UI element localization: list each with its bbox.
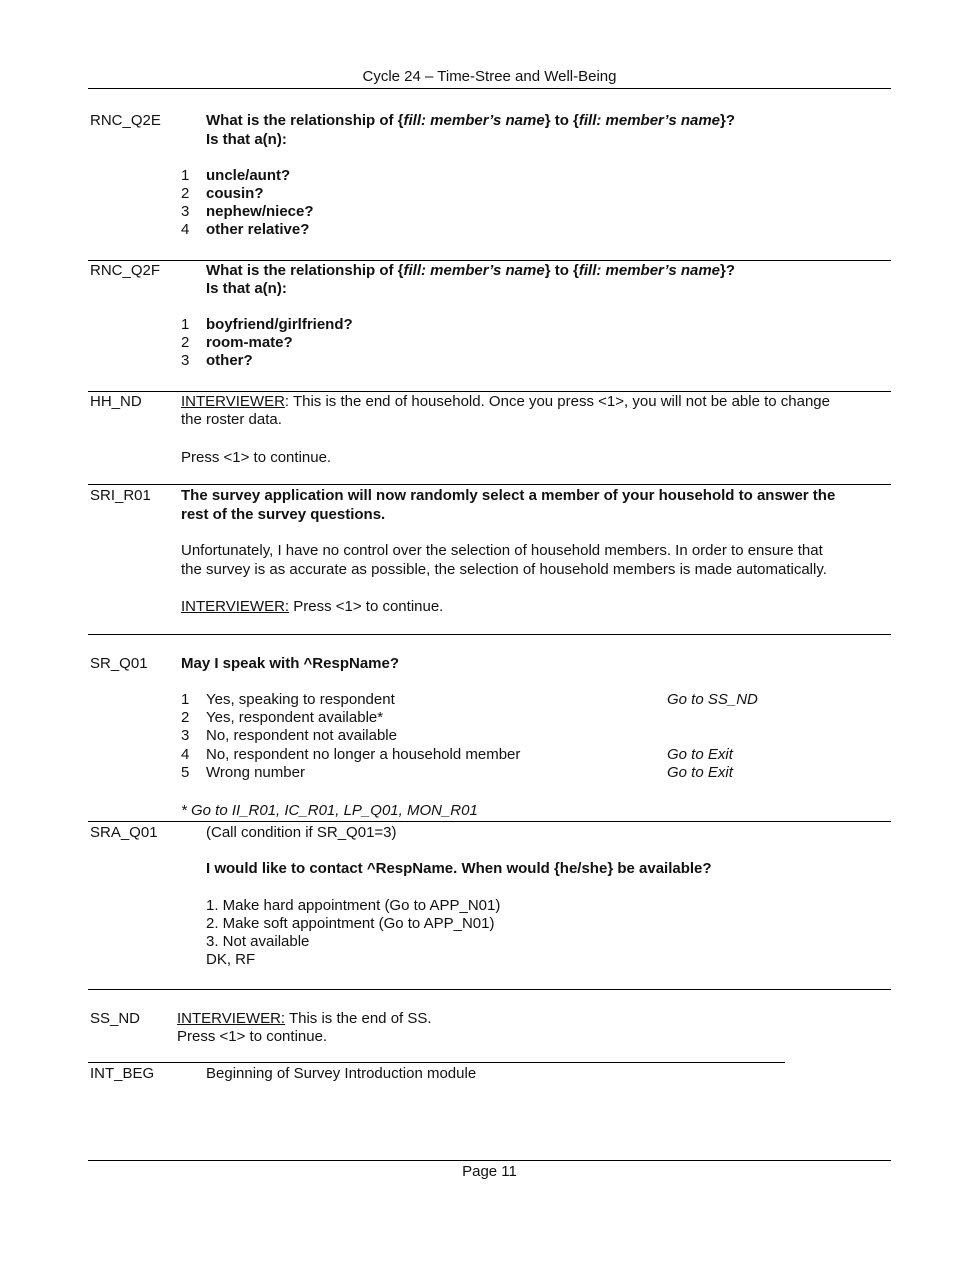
question-code: SRI_R01 [90, 487, 151, 504]
answer-option: 1. Make hard appointment (Go to APP_N01) [206, 897, 501, 914]
header-rule [88, 88, 891, 89]
answer-option: 2 room-mate? [181, 334, 293, 351]
question-code: RNC_Q2F [90, 262, 161, 279]
page-number: Page 11 [462, 1163, 517, 1180]
question-code: INT_BEG [90, 1065, 155, 1082]
skip-instruction: Go to Exit [667, 764, 733, 781]
answer-options [181, 691, 881, 783]
question-code: SS_ND [90, 1010, 141, 1027]
answer-option: 1 boyfriend/girlfriend? [181, 316, 353, 333]
section-divider [88, 391, 891, 392]
answer-options [181, 167, 314, 239]
question-code: RNC_Q2E [90, 112, 161, 129]
answer-option: 1 uncle/aunt? [181, 167, 291, 184]
skip-instruction: Go to SS_ND [667, 691, 758, 708]
footnote: * Go to II_R01, IC_R01, LP_Q01, MON_R01 [181, 802, 478, 819]
answer-option: 2. Make soft appointment (Go to APP_N01) [206, 915, 495, 932]
section-divider [88, 634, 891, 635]
interviewer-instruction-cont: the roster data. [181, 411, 282, 428]
question-subtitle: Is that a(n): [206, 280, 287, 297]
question-text: May I speak with ^RespName? [181, 655, 399, 672]
selection-notice: The survey application will now randomly select a member of your household to answer the [181, 487, 836, 504]
answer-option: 3 other? [181, 352, 253, 369]
question-text: I would like to contact ^RespName. When would {he/she} be available? [206, 860, 712, 877]
section-divider [88, 821, 891, 822]
selection-explanation: Unfortunately, I have no control over the selection of household members. In order to ensure that [181, 542, 823, 559]
call-condition: (Call condition if SR_Q01=3) [206, 824, 397, 841]
answer-options [206, 897, 500, 969]
section-divider [88, 260, 891, 261]
section-divider [88, 989, 891, 990]
interviewer-instruction: INTERVIEWER: This is the end of SS. [177, 1010, 432, 1027]
footer-rule [88, 1160, 891, 1161]
question-text: What is the relationship of {fill: member’s name} to {fill: member’s name}? [206, 262, 736, 279]
interviewer-instruction: INTERVIEWER: This is the end of household. Once you press <1>, you will not be able to change [181, 393, 830, 410]
answer-option: DK, RF [206, 951, 256, 968]
skip-instruction: Go to Exit [667, 746, 733, 763]
answer-option: 3. Not available [206, 933, 310, 950]
section-divider [88, 1062, 785, 1063]
section-divider [88, 484, 891, 485]
selection-notice-cont: rest of the survey questions. [181, 506, 386, 523]
selection-explanation-cont: the survey is as accurate as possible, the selection of household members is made automatically. [181, 561, 827, 578]
answer-option: 4 other relative? [181, 221, 310, 238]
question-code: HH_ND [90, 393, 142, 410]
press-instruction: Press <1> to continue. [177, 1028, 328, 1045]
page-header-title: Cycle 24 – Time-Stree and Well-Being [362, 68, 617, 85]
answer-option: 2 cousin? [181, 185, 264, 202]
question-code: SR_Q01 [90, 655, 148, 672]
question-text: What is the relationship of {fill: member’s name} to {fill: member’s name}? [206, 112, 736, 129]
module-description: Beginning of Survey Introduction module [206, 1065, 477, 1082]
interviewer-instruction: INTERVIEWER: Press <1> to continue. [181, 598, 444, 615]
press-instruction: Press <1> to continue. [181, 449, 332, 466]
answer-options [181, 316, 353, 370]
answer-option: 5 Wrong number [181, 764, 305, 781]
answer-option: 4 No, respondent no longer a household member [181, 746, 521, 763]
question-subtitle: Is that a(n): [206, 131, 287, 148]
answer-option: 3 No, respondent not available [181, 727, 397, 744]
question-code: SRA_Q01 [90, 824, 158, 841]
answer-option: 1 Yes, speaking to respondent [181, 691, 395, 708]
answer-option: 2 Yes, respondent available* [181, 709, 384, 726]
answer-option: 3 nephew/niece? [181, 203, 314, 220]
